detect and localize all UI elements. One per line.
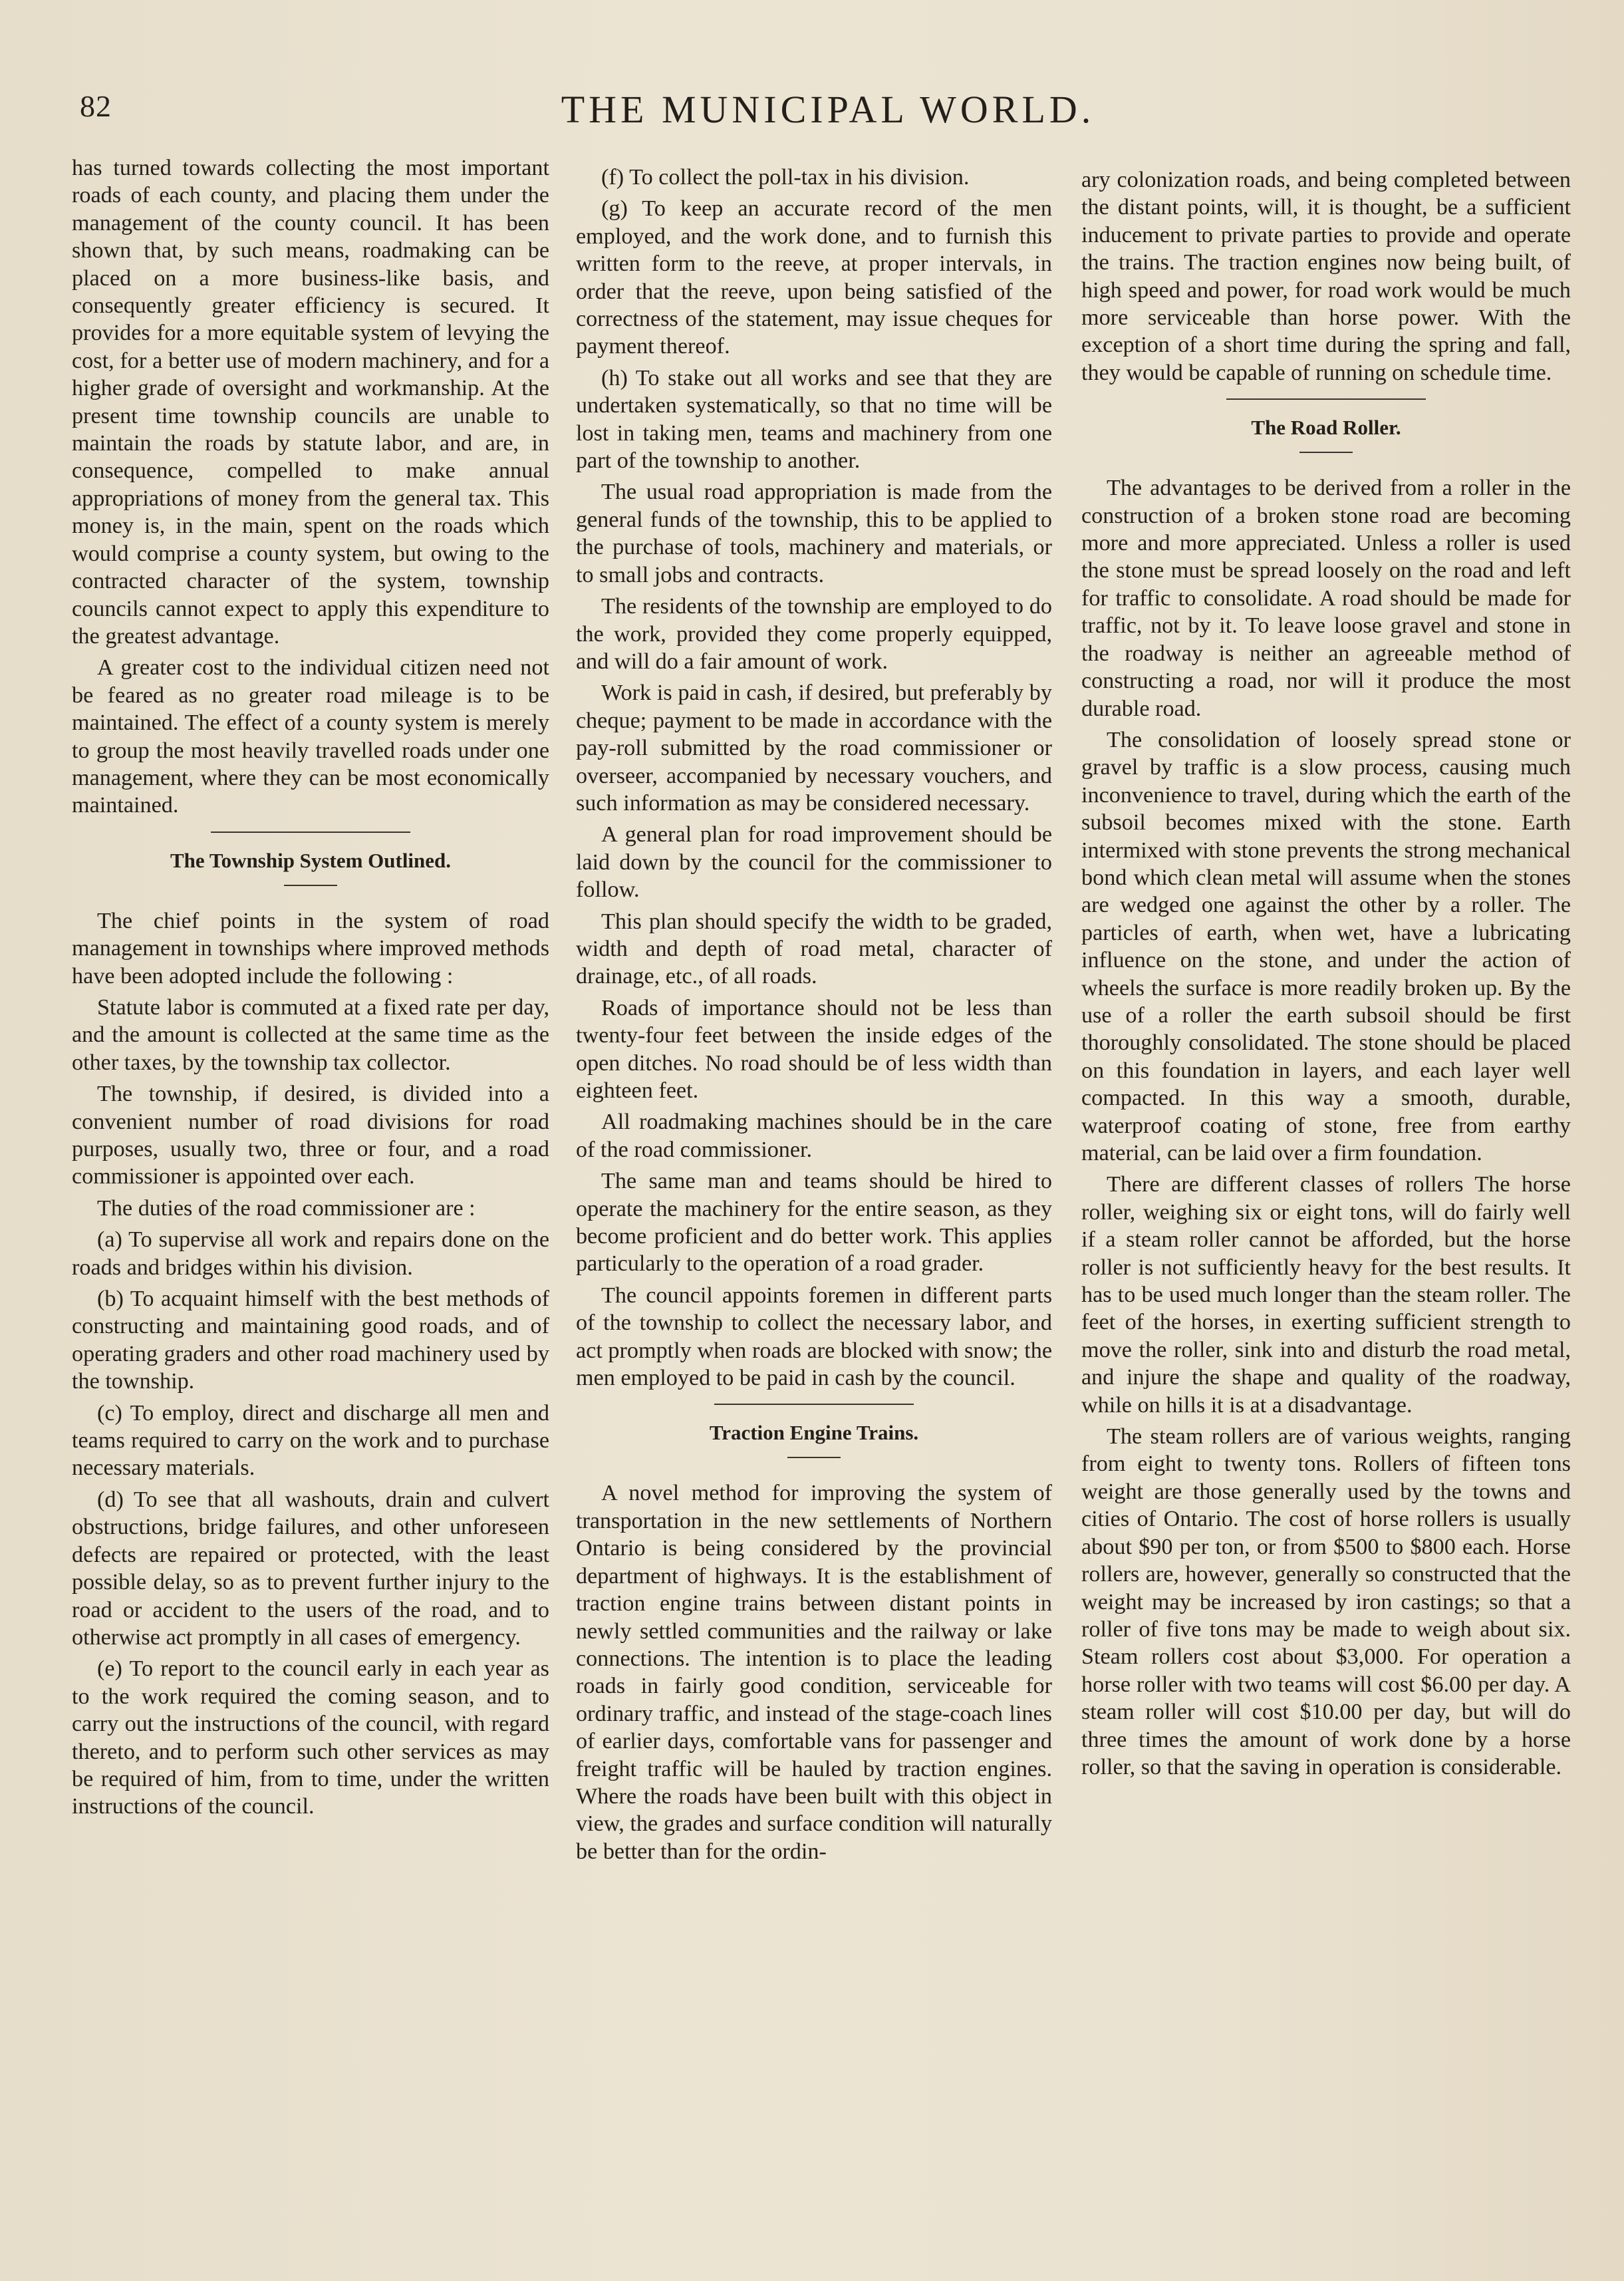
paragraph: The advantages to be derived from a roller in the construction of a broken stone road are becoming more and more appreciated. Unless a roller is used the stone must be spread loosely on the road and left for traffic to consolidate. A road should be made for traffic, not by it. To leave loose gravel and stone in the roadway is neither an agreeable method of constructing a road, nor will it produce the most durable road. xyxy=(1081,476,1571,721)
section-heading: Traction Engine Trains. xyxy=(709,1421,919,1445)
paragraph: All roadmaking machines should be in the care of the road commissioner. xyxy=(576,1110,1052,1162)
paragraph: ary colonization roads, and being completed between the distant points, will, it is thought, be a sufficient inducement to private parties to provide and operate the trains. The traction engines now being built, of high speed and power, for road work would be much more serviceable than horse power. With the exception of a short time during the spring and fall, they would be capable of running on schedule time. xyxy=(1081,168,1571,385)
list-item: (f) To collect the poll-tax in his division. xyxy=(601,165,970,190)
paragraph: A general plan for road improvement should be laid down by the council for the commissioner to follow. xyxy=(576,822,1052,903)
column-1 xyxy=(72,154,549,1825)
paragraph: The same man and teams should be hired to operate the machinery for the entire season, as they become proficient and do better work. This applies particularly to the operation of a road grader. xyxy=(576,1169,1052,1277)
paragraph: The usual road appropriation is made from the general funds of the township, this to be applied to the purchase of tools, machinery and materials, or to small jobs and contracts. xyxy=(576,480,1052,587)
list-item: (h) To stake out all works and see that they are undertaken systematically, so that no time will be lost in taking men, teams and machinery from one part of the township to another. xyxy=(576,365,1052,474)
heading-rule xyxy=(787,1457,841,1458)
heading-rule xyxy=(1299,452,1353,453)
paragraph: There are different classes of rollers The horse roller, weighing six or eight tons, will do fairly well if a steam roller cannot be afforded, but the horse roller is not sufficiently heavy for the best results. It has to be used much longer than the steam roller. The feet of the horses, in exerting sufficient strength to move the roller, sink into and disturb the road metal, and injure the shape and quality of the roadway, while on hills it is at a disadvantage. xyxy=(1081,1172,1571,1418)
paragraph: Work is paid in cash, if desired, but preferably by cheque; payment to be made in accordance with the pay-roll submitted by the road commissioner or overseer, accompanied by necessary vouchers, and such information as may be considered necessary. xyxy=(576,681,1052,816)
paragraph: Statute labor is commuted at a fixed rate per day, and the amount is collected at the same time as the other taxes, by the township tax collector. xyxy=(72,994,549,1075)
paragraph: The residents of the township are employed to do the work, provided they come properly equipped, and will do a fair amount of work. xyxy=(576,594,1052,674)
section-heading: The Township System Outlined. xyxy=(170,848,452,872)
paragraph: The steam rollers are of various weights, ranging from eight to twenty tons. Rollers of fifteen tons weight are those generally used by the towns and cities of Ontario. The cost of horse rollers is usually about $90 per ton, or from $500 to $800 each. Horse rollers are, however, generally so constructed that the weight may be increased by iron castings; so that a roller of five tons may be made to weigh about six. Steam rollers cost about $3,000. For operation a horse roller with two teams will cost $6.00 per day. A steam roller will cost $10.00 per day, but will do three times the amount of work done by a horse roller, so that the saving in operation is considerable. xyxy=(1081,1424,1571,1779)
list-item: (g) To keep an accurate record of the men employed, and the work done, and to furnish this written form to the reeve, at proper intervals, in order that the reeve, upon being satisfied of the correctness of the statement, may issue cheques for payment thereof. xyxy=(576,196,1052,359)
paragraph: Roads of importance should not be less than twenty-four feet between the inside edges of the open ditches. No road should be of less width than eighteen feet. xyxy=(576,995,1052,1103)
paragraph: The chief points in the system of road management in townships where improved methods have been adopted include the following : xyxy=(72,908,549,988)
paragraph: The duties of the road commissioner are : xyxy=(97,1195,475,1221)
page-number: 82 xyxy=(80,89,112,123)
paragraph: A novel method for improving the system of transportation in the new settlements of Northern Ontario is being considered by the provincial department of highways. It is the establishment of traction engine trains between distant points in newly settled communities and the railway or lake connections. The intention is to place the leading roads in fairly good condition, serviceable for ordinary traffic, and instead of the stage-coach lines of earlier days, comfortable vans for passenger and freight traffic will be hauled by traction engines. Where the roads have been built with this object in view, the grades and surface condition will naturally be better than for the ordin- xyxy=(576,1481,1052,1864)
paragraph: The council appoints foremen in different parts of the township to collect the necessary labor, and act promptly when roads are blocked with snow; the men employed to be paid in cash by the council. xyxy=(576,1283,1052,1391)
list-item: (e) To report to the council early in each year as to the work required the coming season, and to carry out the instructions of the council, with regard thereto, and to perform such other services as may be required of him, from to time, under the written instructions of the council. xyxy=(72,1656,549,1819)
list-item: (d) To see that all washouts, drain and culvert obstructions, bridge failures, and other unforeseen defects are repaired or protected, with the least possible delay, so as to prevent further injury to the road or accident to the users of the road, and to otherwise act promptly in all cases of emergency. xyxy=(72,1487,549,1650)
section-divider xyxy=(1226,398,1426,400)
paragraph: has turned towards collecting the most important roads of each county, and placing them under the management of the county council. It has been shown that, by such means, roadmaking can be placed on a more business-like basis, and consequently greater efficiency is secured. It provides for a more equitable system of levying the cost, for a better use of modern machinery, and for a higher grade of oversight and workmanship. At the present time township councils are unable to maintain the roads by statute labor, and are, in consequence, compelled to make annual appropriations of money from the general tax. This money is, in the main, spent on the roads which would comprise a county system, but owing to the contracted character of the system, township councils cannot expect to apply this expenditure to the greatest advantage. xyxy=(72,156,549,649)
list-item: (a) To supervise all work and repairs done on the roads and bridges within his division. xyxy=(72,1227,549,1280)
paragraph: The consolidation of loosely spread stone or gravel by traffic is a slow process, causing much inconvenience to travel, during which the earth of the subsoil becomes mixed with the stone. Earth intermixed with stone prevents the strong mechanical bond which clean metal will assume when the stones are wedged one against the other by a roller. The particles of earth, when wet, have a lubricating influence on the stone, and under the action of wheels the surface is more readily broken up. By the use of a roller the earth subsoil should be first thoroughly consolidated. The stone should be placed on this foundation in layers, and each layer well compacted. In this way a smooth, durable, waterproof coating of stone, free from earthy material, can be laid over a firm foundation. xyxy=(1081,727,1571,1165)
section-divider xyxy=(714,1404,914,1405)
column-2 xyxy=(576,164,1052,1869)
heading-rule xyxy=(284,885,337,886)
paragraph: The township, if desired, is divided into a convenient number of road divisions for road purposes, usually two, three or four, and a road commissioner is appointed over each. xyxy=(72,1082,549,1189)
column-3 xyxy=(1081,166,1571,1785)
section-divider xyxy=(211,832,410,833)
page-header xyxy=(80,83,1576,136)
list-item: (c) To employ, direct and discharge all men and teams required to carry on the work and to purchase necessary materials. xyxy=(72,1400,549,1481)
paragraph: This plan should specify the width to be graded, width and depth of road metal, character of drainage, etc., of all roads. xyxy=(576,909,1052,989)
list-item: (b) To acquaint himself with the best methods of constructing and maintaining good roads, and of operating graders and other road machinery used by the township. xyxy=(72,1287,549,1394)
masthead-title: THE MUNICIPAL WORLD. xyxy=(561,88,1095,131)
section-heading: The Road Roller. xyxy=(1251,416,1401,440)
paragraph: A greater cost to the individual citizen need not be feared as no greater road mileage is to be maintained. The effect of a county system is merely to group the most heavily travelled roads under one management, where they can be most economically maintained. xyxy=(72,655,549,818)
